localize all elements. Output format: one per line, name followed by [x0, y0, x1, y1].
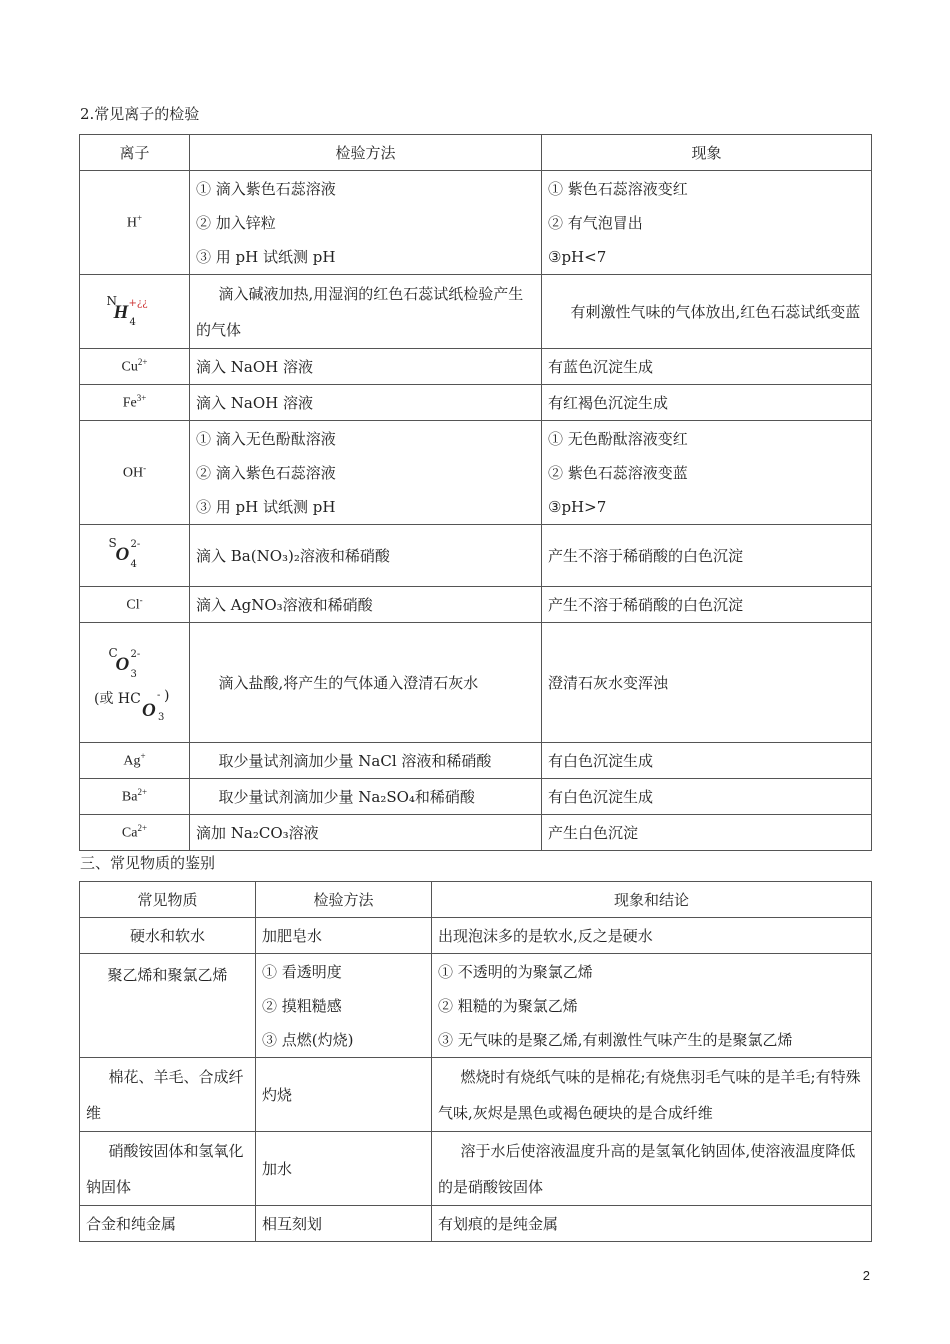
method-cell: ① 看透明度 ② 摸粗糙感 ③ 点燃(灼烧) [256, 954, 432, 1058]
table-row [80, 385, 872, 421]
method-cell: 滴入碱液加热,用湿润的红色石蕊试纸检验产生的气体 [190, 275, 542, 349]
table-row [80, 1058, 872, 1132]
table-row [80, 421, 872, 525]
substance-cell: 聚乙烯和聚氯乙烯 [80, 954, 256, 1058]
substance-cell: 合金和纯金属 [80, 1206, 256, 1242]
ion-cell: $Fe^{3+}$ [80, 385, 190, 421]
result-cell: 出现泡沫多的是软水,反之是硬水 [432, 918, 872, 954]
substance-identification-table [79, 881, 872, 1242]
table-row [80, 815, 872, 851]
table-row [80, 918, 872, 954]
ion-cell [80, 525, 190, 587]
method-cell: 加肥皂水 [256, 918, 432, 954]
method-cell: ① 滴入无色酚酞溶液 ② 滴入紫色石蕊溶液 ③ 用 pH 试纸测 pH [190, 421, 542, 525]
ion-cell: $Cu^{2+}$ [80, 349, 190, 385]
method-cell: 滴入 Ba(NO₃)₂溶液和稀硝酸 [190, 525, 542, 587]
table-row [80, 349, 872, 385]
method-cell: 取少量试剂滴加少量 Na₂SO₄和稀硝酸 [190, 779, 542, 815]
bicarbonate-formula: (或 HC O - 3 ) [94, 687, 170, 723]
substance-cell: 硝酸铵固体和氢氧化钠固体 [80, 1132, 256, 1206]
phenomenon-cell: 有刺激性气味的气体放出,红色石蕊试纸变蓝 [542, 275, 872, 349]
ion-cell: $Ca^{2+}$ [80, 815, 190, 851]
header-phenomenon: 现象 [542, 135, 872, 171]
phenomenon-cell: 产生不溶于稀硝酸的白色沉淀 [542, 587, 872, 623]
phenomenon-cell: 有白色沉淀生成 [542, 743, 872, 779]
header-result: 现象和结论 [432, 882, 872, 918]
method-cell: 相互刻划 [256, 1206, 432, 1242]
result-cell: 溶于水后使溶液温度升高的是氢氧化钠固体,使溶液温度降低的是硝酸铵固体 [432, 1132, 872, 1206]
table-header-row [80, 882, 872, 918]
table-row [80, 743, 872, 779]
substance-cell: 硬水和软水 [80, 918, 256, 954]
result-cell: 有划痕的是纯金属 [432, 1206, 872, 1242]
method-cell: 滴加 Na₂CO₃溶液 [190, 815, 542, 851]
method-cell: 加水 [256, 1132, 432, 1206]
table-row [80, 171, 872, 275]
phenomenon-cell: 有白色沉淀生成 [542, 779, 872, 815]
section-title-substance-identification: 三、常见物质的鉴别 [80, 854, 216, 872]
ion-test-table [79, 134, 872, 851]
table-header-row [80, 135, 872, 171]
phenomenon-cell: ① 紫色石蕊溶液变红 ② 有气泡冒出 ③pH<7 [542, 171, 872, 275]
page-number: 2 [862, 1268, 870, 1283]
table-row [80, 1206, 872, 1242]
method-cell: 滴入盐酸,将产生的气体通入澄清石灰水 [190, 623, 542, 743]
carbonate-formula: C O 2- 3 [108, 645, 141, 680]
table-row [80, 623, 872, 743]
ion-cell [80, 275, 190, 349]
phenomenon-cell: 有红褐色沉淀生成 [542, 385, 872, 421]
phenomenon-cell: 有蓝色沉淀生成 [542, 349, 872, 385]
result-cell: ① 不透明的为聚氯乙烯 ② 粗糙的为聚氯乙烯 ③ 无气味的是聚乙烯,有刺激性气味产生的是聚氯乙烯 [432, 954, 872, 1058]
table-row [80, 1132, 872, 1206]
ion-cell: Cl- [80, 587, 190, 623]
result-cell: 燃烧时有烧纸气味的是棉花;有烧焦羽毛气味的是羊毛;有特殊气味,灰烬是黑色或褐色硬块的是合成纤维 [432, 1058, 872, 1132]
ammonium-formula: N H +¿¿ 4 [106, 293, 148, 328]
ion-cell [80, 623, 190, 743]
phenomenon-cell: 澄清石灰水变浑浊 [542, 623, 872, 743]
phenomenon-cell: 产生不溶于稀硝酸的白色沉淀 [542, 525, 872, 587]
method-cell: ① 滴入紫色石蕊溶液 ② 加入锌粒 ③ 用 pH 试纸测 pH [190, 171, 542, 275]
method-cell: 灼烧 [256, 1058, 432, 1132]
section-title-ion-tests: 2.常见离子的检验 [80, 105, 200, 123]
table-row [80, 525, 872, 587]
phenomenon-cell: ① 无色酚酞溶液变红 ② 紫色石蕊溶液变蓝 ③pH>7 [542, 421, 872, 525]
table-row [80, 954, 872, 1058]
method-cell: 滴入 AgNO₃溶液和稀硝酸 [190, 587, 542, 623]
method-cell: 滴入 NaOH 溶液 [190, 349, 542, 385]
method-cell: 滴入 NaOH 溶液 [190, 385, 542, 421]
method-cell: 取少量试剂滴加少量 NaCl 溶液和稀硝酸 [190, 743, 542, 779]
ion-cell: $Ba^{2+}$ [80, 779, 190, 815]
table-row [80, 275, 872, 349]
sulfate-formula: S O 2- 4 [108, 535, 141, 570]
header-substance: 常见物质 [80, 882, 256, 918]
table-row [80, 587, 872, 623]
header-method: 检验方法 [190, 135, 542, 171]
ion-cell: Ag+ [80, 743, 190, 779]
substance-cell: 棉花、羊毛、合成纤维 [80, 1058, 256, 1132]
header-method: 检验方法 [256, 882, 432, 918]
ion-cell: OH- [80, 421, 190, 525]
phenomenon-cell: 产生白色沉淀 [542, 815, 872, 851]
table-row [80, 779, 872, 815]
header-ion: 离子 [80, 135, 190, 171]
ion-cell: H+ [80, 171, 190, 275]
